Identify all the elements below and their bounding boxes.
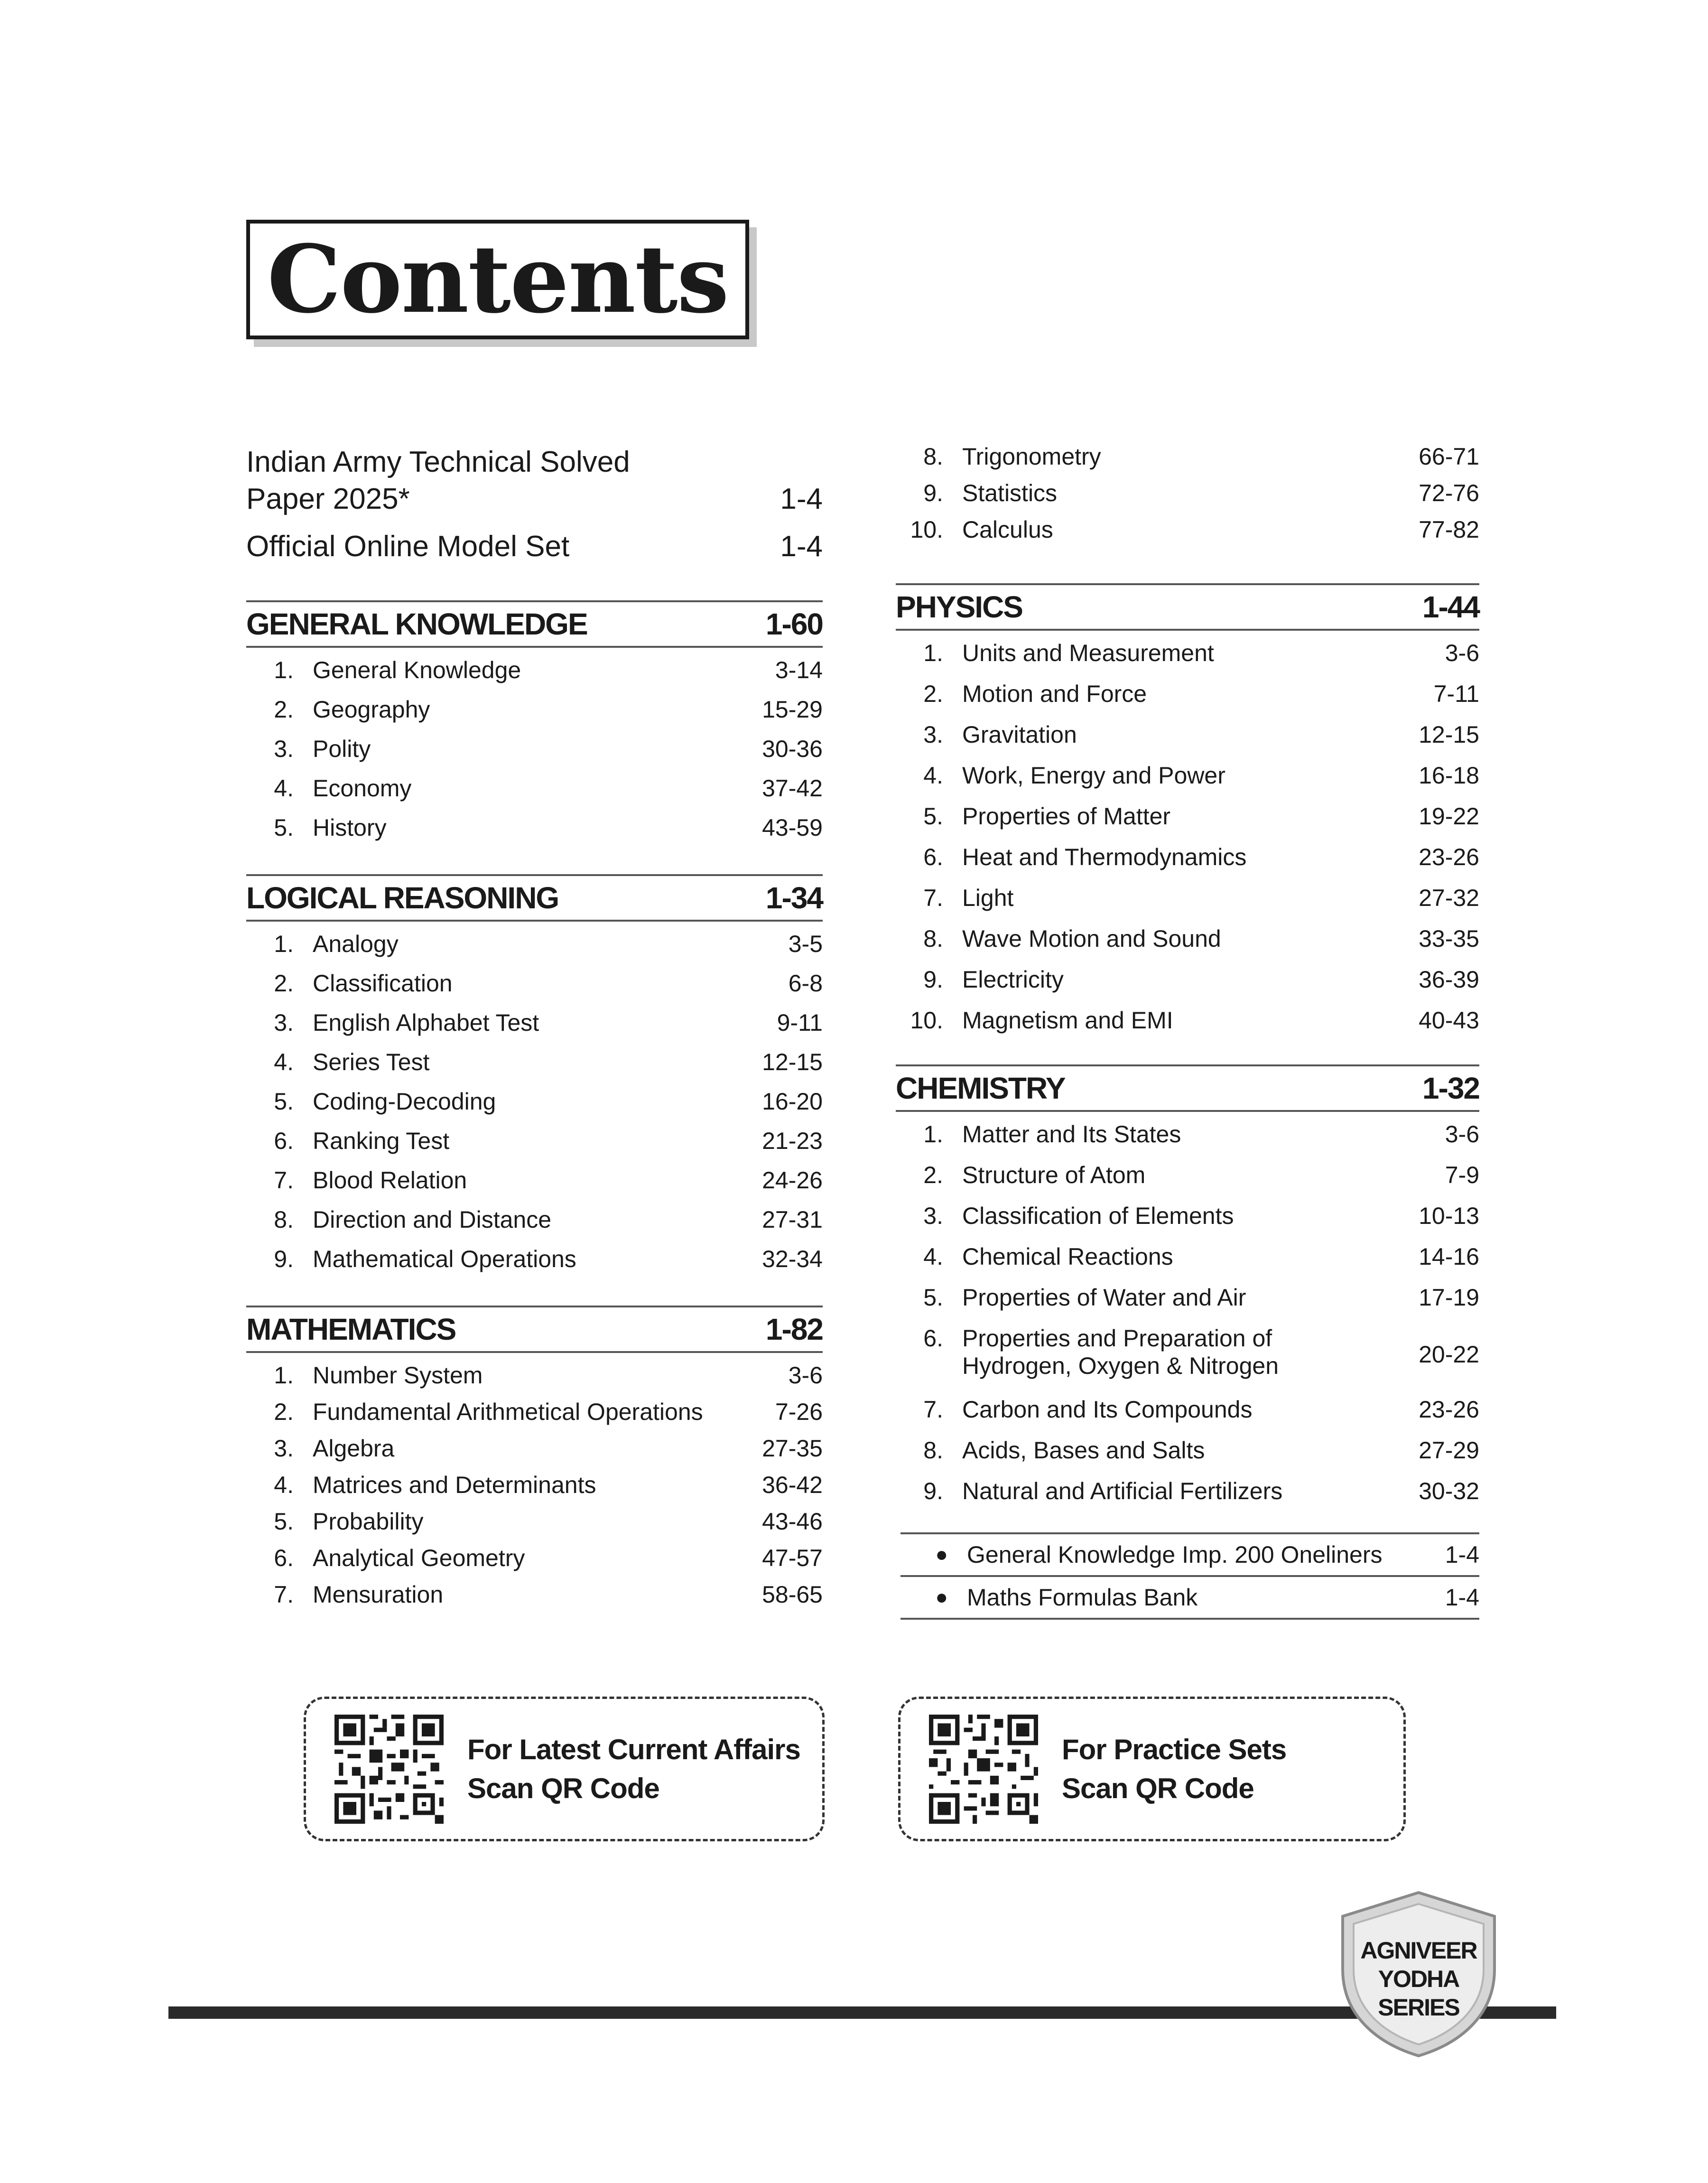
toc-item — [246, 1536, 823, 1572]
qr-code-icon[interactable] — [929, 1715, 1038, 1824]
toc-item — [246, 1197, 823, 1237]
item-page: 43-59 — [762, 814, 823, 841]
series-badge — [1336, 1936, 1502, 2022]
item-number: 4. — [274, 1472, 294, 1498]
item-label: General Knowledge — [313, 657, 521, 683]
item-label: Fundamental Arithmetical Operations — [313, 1399, 703, 1425]
item-page: 66-71 — [1419, 443, 1479, 470]
item-page: 43-46 — [762, 1508, 823, 1535]
item-number: 1. — [274, 657, 294, 683]
item-label: Matter and Its States — [962, 1121, 1181, 1147]
item-page: 23-26 — [1419, 1396, 1479, 1423]
item-page: 3-14 — [775, 657, 823, 683]
badge-line2: YODHA — [1378, 1966, 1459, 1992]
item-label: Mensuration — [313, 1581, 444, 1608]
toc-item — [896, 998, 1479, 1039]
item-label: Light — [962, 885, 1014, 911]
item-number: 2. — [923, 681, 943, 707]
item-page: 58-65 — [762, 1581, 823, 1608]
item-number: 6. — [274, 1128, 294, 1154]
section-header — [246, 600, 823, 648]
toc-item — [246, 1040, 823, 1079]
item-label: Mathematical Operations — [313, 1246, 576, 1272]
toc-item — [246, 1426, 823, 1463]
item-number: 10. — [910, 1007, 943, 1034]
section-items — [246, 648, 823, 845]
item-label: Analytical Geometry — [313, 1545, 525, 1571]
item-number: 5. — [274, 814, 294, 841]
item-page: 36-42 — [762, 1472, 823, 1498]
item-page: 27-31 — [762, 1206, 823, 1233]
item-number: 7. — [923, 1396, 943, 1423]
item-label: Chemical Reactions — [962, 1243, 1173, 1270]
appendix-list — [900, 1532, 1479, 1620]
intro-entry-model-set — [246, 528, 823, 565]
section-header — [246, 1306, 823, 1353]
qr-caption-line1: For Latest Current Affairs — [467, 1733, 800, 1765]
item-number: 5. — [923, 1284, 943, 1311]
appendix-item — [900, 1575, 1479, 1620]
section-chemistry — [896, 1064, 1479, 1510]
intro-label: Official Online Model Set — [246, 530, 570, 563]
item-page: 7-9 — [1445, 1162, 1479, 1188]
section-items — [246, 1353, 823, 1609]
item-number: 1. — [274, 1362, 294, 1389]
item-page: 33-35 — [1419, 925, 1479, 952]
item-number: 7. — [274, 1167, 294, 1194]
toc-item — [896, 712, 1479, 753]
item-label: Series Test — [313, 1049, 430, 1075]
item-label: Properties of Matter — [962, 803, 1171, 830]
item-number: 5. — [274, 1088, 294, 1115]
item-page: 3-6 — [1445, 1121, 1479, 1147]
toc-item — [896, 1112, 1479, 1153]
item-label: Wave Motion and Sound — [962, 925, 1221, 952]
item-number: 6. — [923, 844, 943, 870]
intro-label-line1: Indian Army Technical Solved — [246, 446, 630, 478]
toc-item — [246, 1572, 823, 1609]
item-label: Classification — [313, 970, 453, 997]
item-label: Number System — [313, 1362, 483, 1389]
toc-item — [896, 672, 1479, 712]
item-page: 20-22 — [1419, 1341, 1479, 1368]
section-range: 1-82 — [765, 1312, 823, 1346]
toc-item — [896, 1316, 1479, 1387]
item-page: 21-23 — [762, 1128, 823, 1154]
qr-caption-line2: Scan QR Code — [467, 1772, 659, 1804]
item-label: Economy — [313, 775, 412, 802]
item-label: Geography — [313, 696, 430, 723]
qr-card-practice-sets[interactable] — [898, 1697, 1406, 1841]
toc-item — [246, 1463, 823, 1499]
toc-item — [246, 1353, 823, 1390]
toc-item — [896, 1387, 1479, 1428]
item-page: 23-26 — [1419, 844, 1479, 870]
item-page: 9-11 — [777, 1009, 823, 1036]
qr-caption-line1: For Practice Sets — [1062, 1733, 1287, 1765]
item-number: 2. — [274, 1399, 294, 1425]
mathematics-continued — [896, 443, 1479, 552]
item-page: 16-20 — [762, 1088, 823, 1115]
item-page: 37-42 — [762, 775, 823, 802]
section-range: 1-34 — [765, 881, 823, 915]
item-number: 6. — [923, 1325, 943, 1352]
page-title: Contents — [267, 225, 728, 334]
bullet-icon: ● — [935, 1543, 948, 1566]
item-label: Algebra — [313, 1435, 395, 1462]
item-label: Probability — [313, 1508, 424, 1535]
item-page: 30-32 — [1419, 1478, 1479, 1504]
item-number: 9. — [274, 1246, 294, 1272]
item-page: 3-6 — [788, 1362, 823, 1389]
section-items — [246, 922, 823, 1276]
toc-item — [246, 922, 823, 961]
item-number: 7. — [274, 1581, 294, 1608]
item-page: 27-35 — [762, 1435, 823, 1462]
section-range: 1-60 — [765, 607, 823, 641]
item-label: Acids, Bases and Salts — [962, 1437, 1205, 1464]
item-label: Direction and Distance — [313, 1206, 552, 1233]
item-label: Calculus — [962, 516, 1053, 543]
item-number: 1. — [923, 1121, 943, 1147]
item-page: 36-39 — [1419, 966, 1479, 993]
section-title: CHEMISTRY — [896, 1071, 1065, 1105]
toc-item — [896, 1275, 1479, 1316]
item-page: 1-4 — [1445, 1584, 1479, 1611]
toc-item — [896, 916, 1479, 957]
item-page: 24-26 — [762, 1167, 823, 1194]
item-label: Gravitation — [962, 721, 1077, 748]
left-column — [246, 444, 823, 1609]
item-label: Heat and Thermodynamics — [962, 844, 1247, 870]
item-label: Electricity — [962, 966, 1064, 993]
item-label: History — [313, 814, 387, 841]
appendix-item — [900, 1532, 1479, 1575]
item-number: 4. — [923, 1243, 943, 1270]
item-number: 7. — [923, 885, 943, 911]
badge-line3: SERIES — [1378, 1994, 1459, 2021]
item-number: 2. — [274, 970, 294, 997]
item-label-line1: Properties and Preparation of — [962, 1325, 1272, 1352]
toc-item — [896, 631, 1479, 672]
item-number: 5. — [923, 803, 943, 830]
item-number: 1. — [923, 640, 943, 666]
toc-item — [246, 1158, 823, 1197]
item-number: 5. — [274, 1508, 294, 1535]
section-logical-reasoning — [246, 874, 823, 1276]
item-label: Natural and Artificial Fertilizers — [962, 1478, 1283, 1504]
toc-item — [246, 687, 823, 727]
toc-item — [896, 443, 1479, 479]
item-page: 27-32 — [1419, 885, 1479, 911]
item-label: Classification of Elements — [962, 1203, 1234, 1229]
qr-caption — [467, 1730, 800, 1808]
toc-item — [896, 1153, 1479, 1194]
item-page: 6-8 — [788, 970, 823, 997]
item-page: 15-29 — [762, 696, 823, 723]
toc-item — [246, 805, 823, 845]
item-page: 14-16 — [1419, 1243, 1479, 1270]
item-number: 10. — [910, 516, 943, 543]
item-page: 32-34 — [762, 1246, 823, 1272]
qr-code-icon[interactable] — [334, 1715, 444, 1824]
item-number: 2. — [923, 1162, 943, 1188]
toc-item — [246, 1237, 823, 1276]
item-label: General Knowledge Imp. 200 Oneliners — [967, 1541, 1383, 1568]
item-page: 27-29 — [1419, 1437, 1479, 1464]
item-number: 4. — [923, 762, 943, 789]
toc-item — [896, 1428, 1479, 1469]
toc-item — [246, 766, 823, 805]
item-label: Trigonometry — [962, 443, 1101, 470]
section-header — [246, 874, 823, 922]
item-page: 1-4 — [1445, 1541, 1479, 1568]
toc-item — [896, 753, 1479, 794]
section-range: 1-44 — [1422, 590, 1479, 624]
section-header — [896, 1064, 1479, 1112]
section-header — [896, 583, 1479, 631]
item-page: 12-15 — [1419, 721, 1479, 748]
section-items — [896, 631, 1479, 1039]
item-page: 72-76 — [1419, 480, 1479, 506]
toc-item — [246, 1499, 823, 1536]
item-number: 3. — [923, 1203, 943, 1229]
toc-item — [246, 1390, 823, 1426]
item-label: Polity — [313, 736, 371, 762]
item-number: 3. — [274, 736, 294, 762]
item-number: 3. — [274, 1435, 294, 1462]
item-label — [962, 1325, 1419, 1380]
item-page: 3-6 — [1445, 640, 1479, 666]
item-number: 6. — [274, 1545, 294, 1571]
item-number: 3. — [923, 721, 943, 748]
intro-page: 1-4 — [780, 483, 823, 515]
contents-title-box — [246, 220, 749, 339]
item-page: 7-26 — [775, 1399, 823, 1425]
bullet-icon: ● — [935, 1586, 948, 1609]
toc-item — [246, 1119, 823, 1158]
item-page: 7-11 — [1433, 681, 1479, 707]
section-physics — [896, 583, 1479, 1039]
item-number: 8. — [923, 925, 943, 952]
qr-caption-line2: Scan QR Code — [1062, 1772, 1254, 1804]
item-label: Ranking Test — [313, 1128, 450, 1154]
intro-page: 1-4 — [780, 530, 823, 563]
item-label: Units and Measurement — [962, 640, 1214, 666]
item-label: Carbon and Its Compounds — [962, 1396, 1253, 1423]
item-label: Properties of Water and Air — [962, 1284, 1246, 1311]
item-number: 9. — [923, 966, 943, 993]
qr-card-current-affairs[interactable] — [304, 1697, 825, 1841]
right-column — [896, 444, 1479, 1620]
item-label: Matrices and Determinants — [313, 1472, 596, 1498]
item-label: Blood Relation — [313, 1167, 467, 1194]
item-page: 17-19 — [1419, 1284, 1479, 1311]
item-label: Maths Formulas Bank — [967, 1584, 1198, 1611]
item-page: 47-57 — [762, 1545, 823, 1571]
item-number: 9. — [923, 480, 943, 506]
item-label: Coding-Decoding — [313, 1088, 496, 1115]
item-number: 4. — [274, 775, 294, 802]
toc-item — [246, 1000, 823, 1040]
section-title: GENERAL KNOWLEDGE — [246, 607, 587, 641]
item-label: Motion and Force — [962, 681, 1147, 707]
section-range: 1-32 — [1422, 1071, 1479, 1105]
badge-line1: AGNIVEER — [1360, 1937, 1477, 1964]
item-number: 3. — [274, 1009, 294, 1036]
section-title: PHYSICS — [896, 590, 1022, 624]
toc-item — [896, 1469, 1479, 1510]
item-page: 40-43 — [1419, 1007, 1479, 1034]
item-page: 19-22 — [1419, 803, 1479, 830]
item-label-line2: Hydrogen, Oxygen & Nitrogen — [962, 1353, 1279, 1379]
intro-label-line2: Paper 2025* — [246, 483, 410, 515]
item-number: 8. — [274, 1206, 294, 1233]
item-number: 8. — [923, 443, 943, 470]
item-page: 3-5 — [788, 931, 823, 957]
item-label: Statistics — [962, 480, 1058, 506]
section-items — [896, 1112, 1479, 1510]
toc-item — [246, 1079, 823, 1119]
item-label: Analogy — [313, 931, 399, 957]
item-page: 10-13 — [1419, 1203, 1479, 1229]
section-title: LOGICAL REASONING — [246, 881, 559, 915]
toc-item — [896, 516, 1479, 552]
item-number: 2. — [274, 696, 294, 723]
section-mathematics — [246, 1306, 823, 1609]
toc-item — [896, 835, 1479, 876]
item-label: Structure of Atom — [962, 1162, 1146, 1188]
toc-item — [896, 794, 1479, 835]
toc-item — [896, 957, 1479, 998]
item-page: 77-82 — [1419, 516, 1479, 543]
item-number: 1. — [274, 931, 294, 957]
item-number: 4. — [274, 1049, 294, 1075]
item-label: Work, Energy and Power — [962, 762, 1225, 789]
toc-item — [896, 876, 1479, 916]
item-label: Magnetism and EMI — [962, 1007, 1173, 1034]
item-number: 8. — [923, 1437, 943, 1464]
toc-item — [896, 1194, 1479, 1234]
intro-entry-solved-paper — [246, 444, 823, 518]
section-title: MATHEMATICS — [246, 1312, 456, 1346]
toc-item — [896, 1234, 1479, 1275]
toc-item — [246, 648, 823, 687]
item-page: 12-15 — [762, 1049, 823, 1075]
toc-item — [246, 727, 823, 766]
item-label: English Alphabet Test — [313, 1009, 539, 1036]
item-number: 9. — [923, 1478, 943, 1504]
item-page: 16-18 — [1419, 762, 1479, 789]
toc-item — [896, 479, 1479, 516]
qr-caption — [1062, 1730, 1286, 1808]
item-page: 30-36 — [762, 736, 823, 762]
section-general-knowledge — [246, 600, 823, 845]
toc-item — [246, 961, 823, 1000]
